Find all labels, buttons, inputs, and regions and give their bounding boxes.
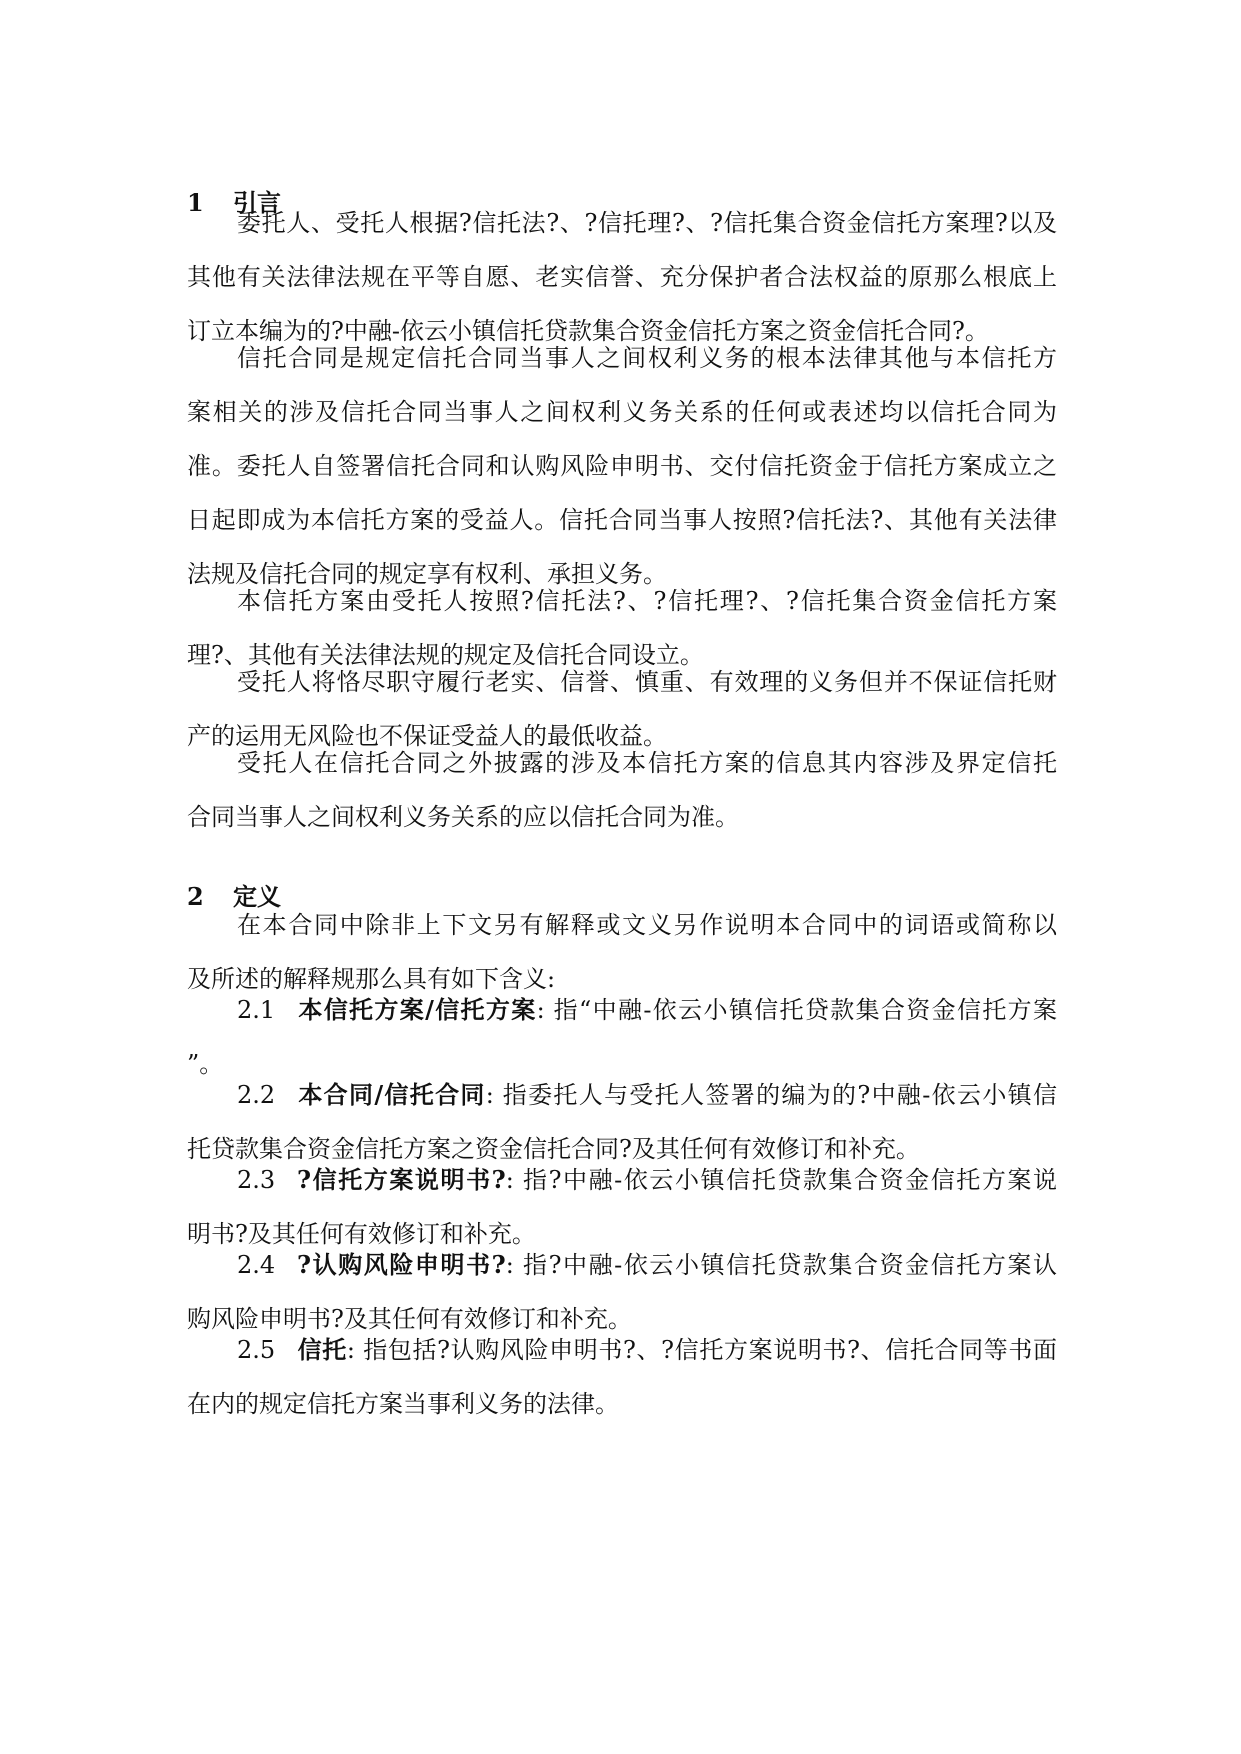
definition-number: 2.4 (237, 1251, 276, 1279)
text-line (187, 983, 1057, 1037)
text-line: 受托人在信托合同之外披露的涉及本信托方案的信息其内容涉及界定信托 (237, 749, 1057, 777)
text-line: 委托人、受托人根据?信托法?、?信托理?、?信托集合资金信托方案理?以及 (237, 209, 1057, 237)
text-line: 案相关的涉及信托合同当事人之间权利义务关系的任何或表述均以信托合同为 (187, 398, 1057, 426)
text-line (187, 1323, 1057, 1377)
text-line: 订立本编为的?中融-依云小镇信托贷款集合资金信托方案之资金信托合同?。 (187, 317, 989, 345)
text-line: 法规及信托合同的规定享有权利、承担义务。 (187, 560, 667, 588)
text-line (187, 1068, 1057, 1122)
definition-term: ?认购风险申明书? (297, 1250, 506, 1279)
text-line: 明书?及其任何有效修订和补充。 (187, 1220, 536, 1248)
definition-text: : 指?中融-依云小镇信托贷款集合资金信托方案说 (505, 1166, 1058, 1194)
definition-term: ?信托方案说明书? (297, 1165, 506, 1194)
definition-term: 本信托方案/信托方案 (297, 995, 537, 1024)
text-line: 产的运用无风险也不保证受益人的最低收益。 (187, 722, 667, 750)
definition-text: : 指“中融-依云小镇信托贷款集合资金信托方案 (536, 996, 1058, 1024)
paragraph-5 (187, 736, 1057, 844)
text-line: 日起即成为本信托方案的受益人。信托合同当事人按照?信托法?、其他有关法律 (187, 506, 1057, 534)
text-line: 在内的规定信托方案当事利义务的法律。 (187, 1390, 619, 1418)
section-number: 2 (187, 882, 204, 911)
definition-text: : 指?中融-依云小镇信托贷款集合资金信托方案认 (505, 1251, 1058, 1279)
section-title: 定义 (233, 882, 281, 911)
text-line: 信托合同是规定信托合同当事人之间权利义务的根本法律其他与本信托方 (237, 344, 1057, 372)
definition-text: : 指包括?认购风险申明书?、?信托方案说明书?、信托合同等书面 (346, 1336, 1058, 1364)
text-line: 及所述的解释规那么具有如下含义: (187, 965, 556, 993)
text-line: 合同当事人之间权利义务关系的应以信托合同为准。 (187, 803, 739, 831)
definition-number: 2.2 (237, 1081, 276, 1109)
text-line: 受托人将恪尽职守履行老实、信誉、慎重、有效理的义务但并不保证信托财 (237, 668, 1057, 696)
text-line: 准。委托人自签署信托合同和认购风险申明书、交付信托资金于信托方案成立之 (187, 452, 1057, 480)
definition-number: 2.1 (237, 996, 276, 1024)
text-line: 托贷款集合资金信托方案之资金信托合同?及其任何有效修订和补充。 (187, 1135, 920, 1163)
text-line: ”。 (187, 1050, 224, 1078)
text-line (187, 1153, 1057, 1207)
text-line: 理?、其他有关法律法规的规定及信托合同设立。 (187, 641, 704, 669)
definition-term: 信托 (297, 1335, 347, 1364)
text-line: 购风险申明书?及其任何有效修订和补充。 (187, 1305, 632, 1333)
definition-number: 2.5 (237, 1336, 276, 1364)
section-number: 1 (187, 188, 204, 217)
text-line (187, 1238, 1057, 1292)
section-title: 引言 (233, 188, 281, 217)
text-line: 其他有关法律法规在平等自愿、老实信誉、充分保护者合法权益的原那么根底上 (187, 263, 1057, 291)
text-line: 本信托方案由受托人按照?信托法?、?信托理?、?信托集合资金信托方案 (237, 587, 1057, 615)
definition-number: 2.3 (237, 1166, 276, 1194)
definition-term: 本合同/信托合同 (297, 1080, 486, 1109)
text-line: 在本合同中除非上下文另有解释或文义另作说明本合同中的词语或简称以 (237, 911, 1057, 939)
paragraph-2 (187, 331, 1057, 601)
definition-2-5 (187, 1323, 1057, 1431)
definition-text: : 指委托人与受托人签署的编为的?中融-依云小镇信 (485, 1081, 1057, 1109)
